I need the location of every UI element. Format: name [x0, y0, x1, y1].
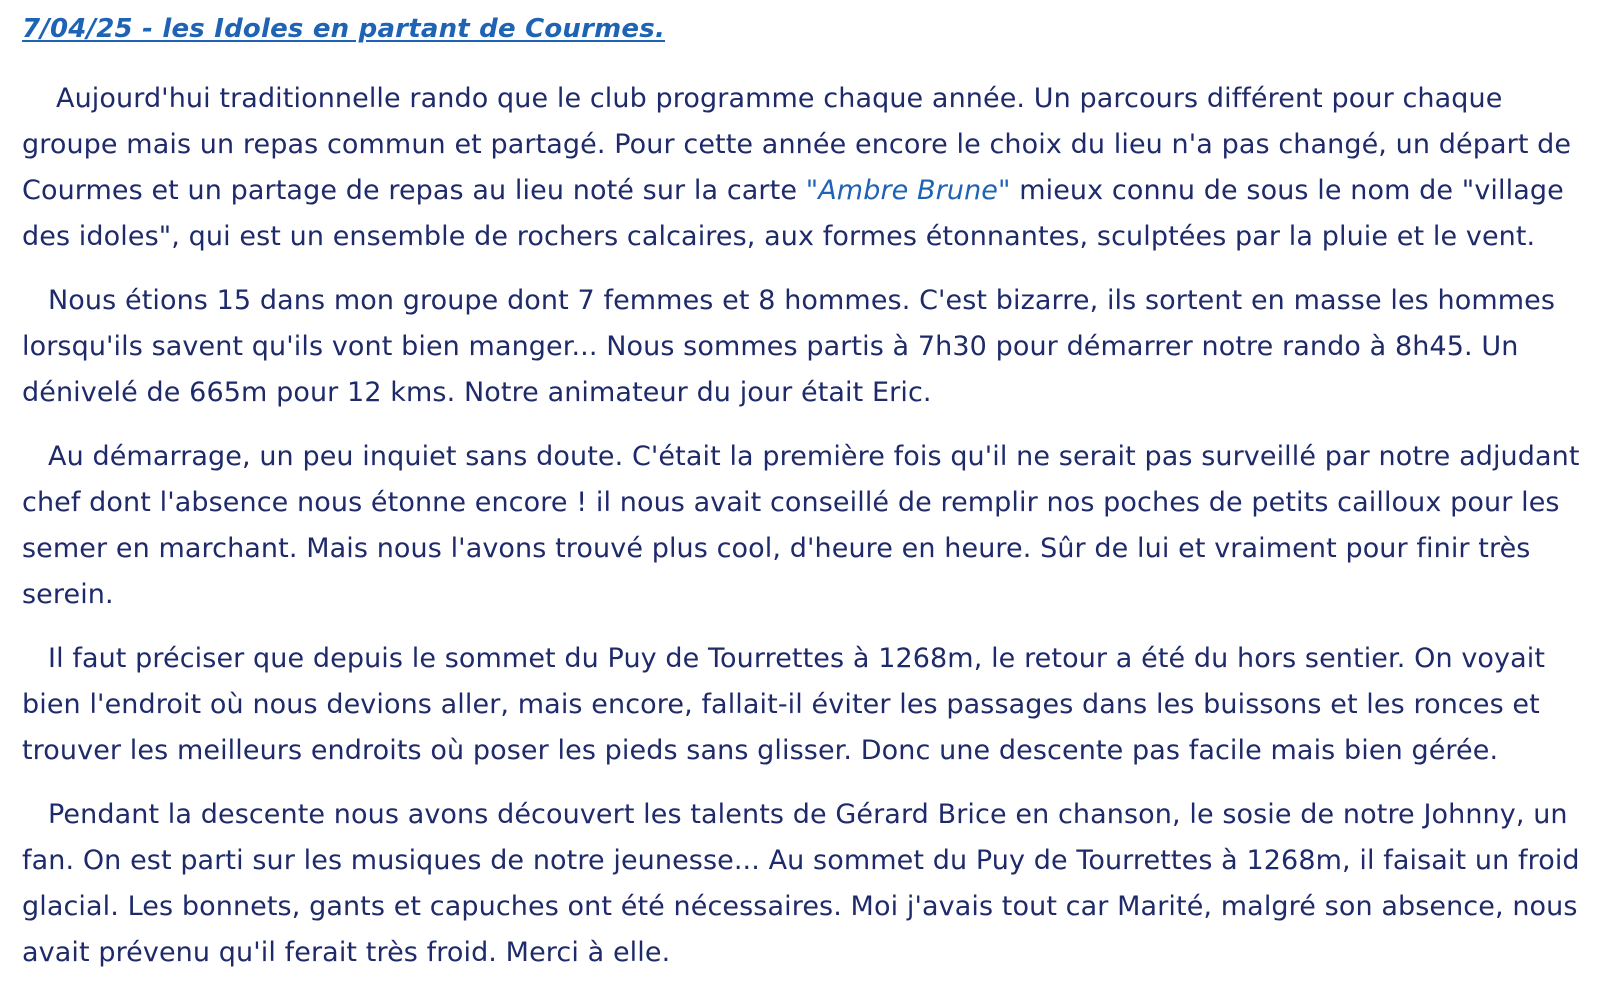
paragraph-3: Au démarrage, un peu inquiet sans doute. C'était la première fois qu'il ne serait pas surveillé par notre adjudant chef dont l'absence nous étonne encore ! il nous avait conseillé de remplir nos poches de petits cailloux pour les semer en marchant. Mais nous l'avons trouvé plus cool, d'heure en heure. Sûr de lui et vraiment pour finir très serein. — [22, 441, 1580, 610]
paragraph-1 — [22, 76, 1582, 260]
paragraph-4: Il faut préciser que depuis le sommet du Puy de Tourrettes à 1268m, le retour a été du hors sentier. On voyait bien l'endroit où nous devions aller, mais encore, fallait-il éviter les passages dans les buissons et les ronces et trouver les meilleurs endroits où poser les pieds sans glisser. Donc une descente pas facile mais bien gérée. — [22, 643, 1546, 766]
paragraph-1-text-start: Aujourd'hui traditionnelle rando que le club programme chaque année. Un parcours différent pour chaque groupe mais un repas commun et partagé. Pour cette année encore le choix du lieu n'a pas changé, un départ de Courmes et un partage de repas au lieu noté sur la carte — [22, 83, 1572, 206]
paragraph-2: Nous étions 15 dans mon groupe dont 7 femmes et 8 hommes. C'est bizarre, ils sortent en masse les hommes lorsqu'ils savent qu'ils vont bien manger... Nous sommes partis à 7h30 pour démarrer notre rando à 8h45. Un dénivelé de 665m pour 12 kms. Notre animateur du jour était Eric. — [22, 285, 1556, 408]
ambre-brune-link[interactable]: "Ambre Brune" — [805, 175, 1011, 206]
paragraph-1-text-end: mieux connu de sous le nom de "village des idoles", qui est un ensemble de rochers calcaires, aux formes étonnantes, sculptées par la pluie et le vent. — [22, 175, 1564, 252]
article-title[interactable]: 7/04/25 - les Idoles en partant de Courmes. — [22, 14, 666, 44]
paragraph-5: Pendant la descente nous avons découvert les talents de Gérard Brice en chanson, le sosie de notre Johnny, un fan. On est parti sur les musiques de notre jeunesse... Au sommet du Puy de Tourrettes à 1268m, il faisait un froid glacial. Les bonnets, gants et capuches ont été nécessaires. Moi j'avais tout car Marité, malgré son absence, nous avait prévenu qu'il ferait très froid. Merci à elle. — [22, 799, 1580, 968]
